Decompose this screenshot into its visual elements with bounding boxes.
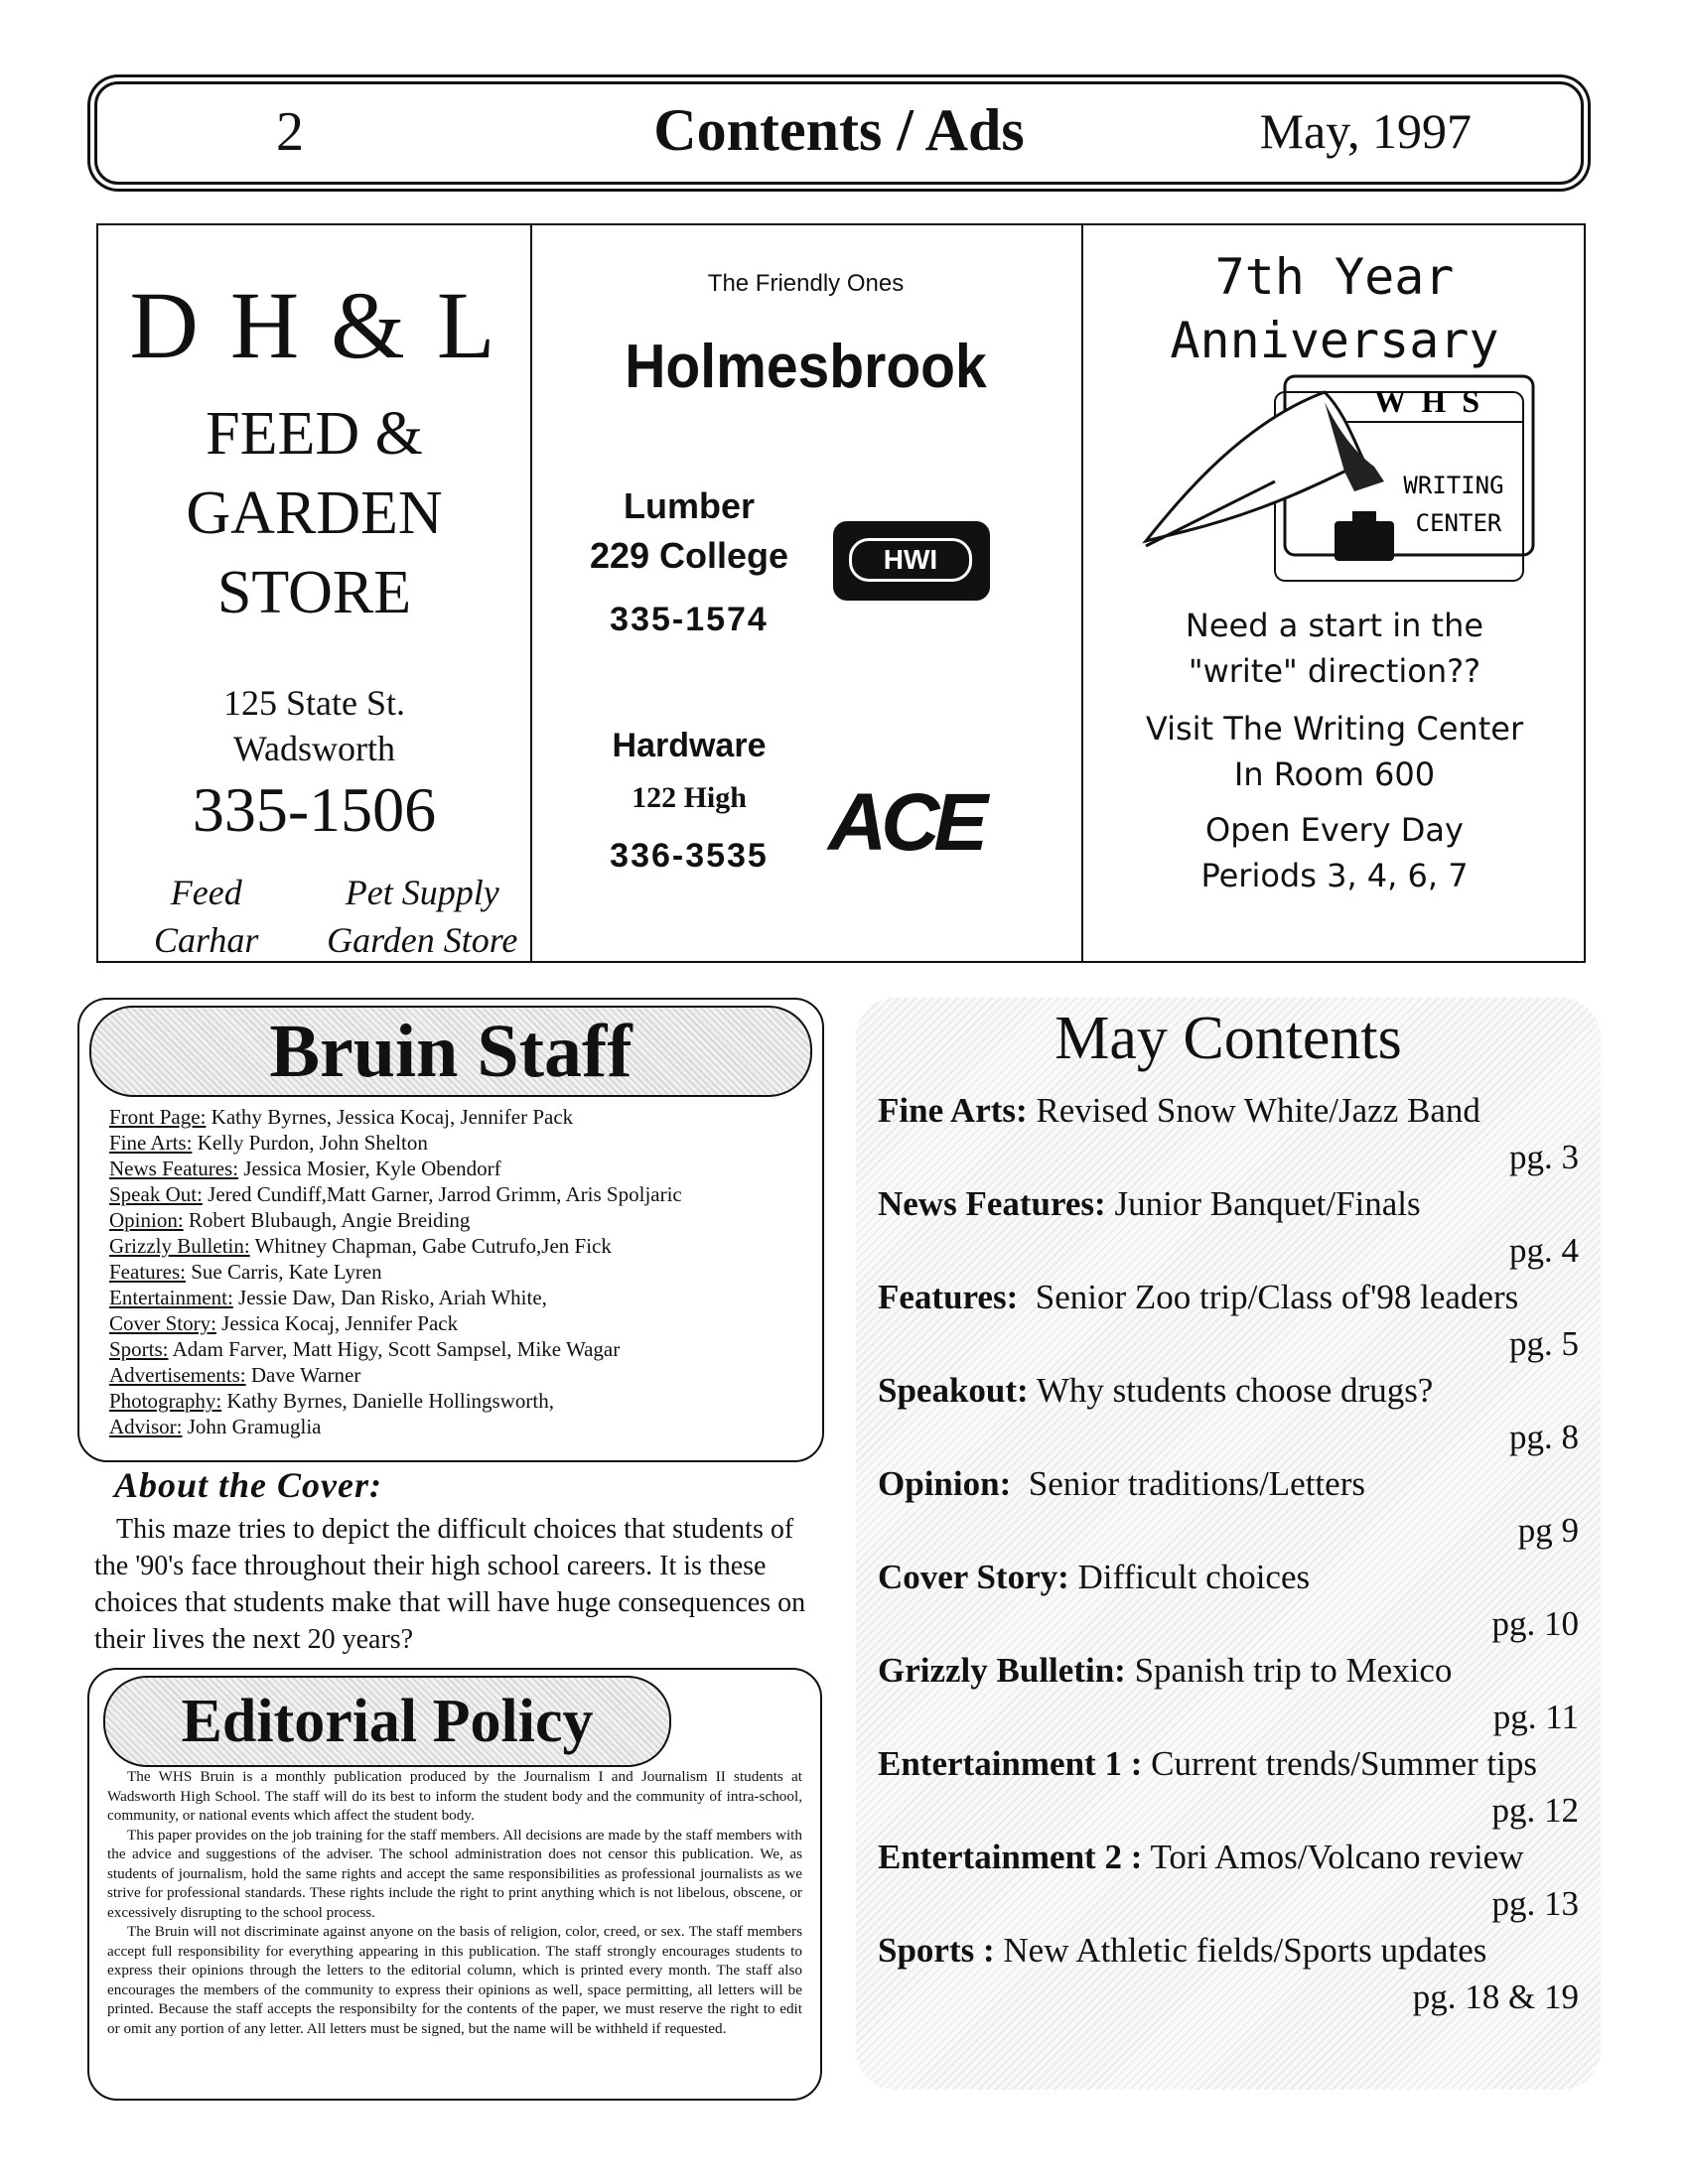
dhl-street: 125 State St. [222,683,405,723]
anniversary-headline [1081,245,1588,372]
contents-entry [878,1740,1589,1834]
visit-line: Visit The Writing Center [1145,710,1524,748]
staff-row [109,1414,682,1439]
staff-row [109,1362,682,1388]
entry-topic: Current trends/Summer tips [1142,1744,1537,1783]
staff-box [77,998,824,1462]
dhl-city: Wadsworth [232,729,396,768]
entry-topic: Why students choose drugs? [1028,1371,1434,1410]
staff-role: Fine Arts: [109,1131,193,1155]
staff-role: Front Page: [109,1105,207,1129]
lumber-label: Lumber [623,485,755,526]
dhl-address [98,680,530,771]
entry-topic: Junior Banquet/Finals [1105,1184,1421,1223]
holmesbrook-ad [530,225,1083,961]
hardware-phone: 336-3535 [610,837,769,875]
visit-line: In Room 600 [1233,755,1436,793]
entry-page: pg. 10 [1491,1604,1579,1643]
writing-pitch [1081,603,1588,694]
policy-banner [103,1676,671,1767]
logo-line-text: WRITING [1403,472,1504,499]
contents-title: May Contents [1055,1005,1402,1072]
staff-row [109,1233,682,1259]
policy-paragraph: The WHS Bruin is a monthly publication produced by the Journalism I and Journalism II students at Wadsworth High School. The staff will do its best to inform the student body and the community of intra-school, community, or national events which affect the student body. [107,1768,802,1824]
holmesbrook-name: Holmesbrook [625,333,987,401]
hardware-label: Hardware [612,727,767,764]
dhl-phone: 335-1506 [192,774,437,845]
staff-role: Sports: [109,1337,169,1361]
staff-names: Kelly Purdon, John Shelton [197,1131,428,1155]
lumber-address: 229 College [589,535,789,576]
staff-row [109,1130,682,1156]
policy-title: Editorial Policy [181,1688,594,1755]
policy-body [107,1767,802,2038]
anniversary-line: Anniversary [1170,312,1499,369]
staff-names: Dave Warner [250,1363,361,1387]
staff-row [109,1156,682,1181]
staff-role: Speak Out: [109,1182,203,1206]
staff-names: Robert Blubaugh, Angie Breiding [188,1208,471,1232]
staff-role: Cover Story: [109,1311,216,1335]
hwi-logo [833,521,990,601]
entry-topic: Tori Amos/Volcano review [1142,1838,1524,1876]
staff-names: Jessica Mosier, Kyle Obendorf [243,1157,501,1180]
entry-section: News Features: [878,1184,1106,1223]
staff-role: Photography: [109,1389,222,1413]
entry-page: pg. 3 [1509,1138,1579,1176]
policy-paragraph: The Bruin will not discriminate against anyone on the basis of religion, color, creed, or sex. The staff members accept full responsibility for everything appearing in this publication. The staff strongly encourages students to express their opinions through the letters to the editorial column, which is printed every month. The staff also encourages the members of the community to express their opinions as well, space permitting, all letters will be printed. Because the staff accepts the responsibilty for the contents of the paper, we must reserve the right to edit or omit any portion of any letter. All letters must be signed, but the name will be withheld if requested. [107,1923,802,2037]
staff-title: Bruin Staff [269,1010,633,1093]
entry-page: pg. 5 [1509,1324,1579,1363]
staff-banner [89,1006,812,1097]
staff-row [109,1310,682,1336]
entry-topic: Difficult choices [1068,1558,1311,1596]
contents-entry [878,1087,1589,1180]
staff-row [109,1207,682,1233]
staff-names: Jessie Daw, Dan Risko, Ariah White, [238,1286,547,1309]
lumber-phone: 335-1574 [610,601,769,638]
issue-date: May, 1997 [1259,103,1472,159]
writing-visit [1081,706,1588,797]
dhl-kind [98,394,530,632]
hours-line: Periods 3, 4, 6, 7 [1200,857,1469,894]
writing-center-ad [1081,225,1588,961]
page-header [94,81,1584,185]
entry-topic: Senior Zoo trip/Class of'98 leaders [1018,1278,1519,1316]
staff-names: Jessica Kocaj, Jennifer Pack [221,1311,459,1335]
contents-entry [878,1554,1589,1647]
staff-list [109,1104,682,1439]
dhl-ad [98,225,532,961]
staff-names: Sue Carris, Kate Lyren [191,1260,382,1284]
staff-names: Jered Cundiff,Matt Garner, Jarrod Grimm, Aris Spoljaric [208,1182,682,1206]
entry-page: pg. 4 [1509,1231,1579,1270]
staff-role: Advisor: [109,1415,183,1438]
staff-row [109,1336,682,1362]
staff-names: Kathy Byrnes, Danielle Hollingsworth, [226,1389,554,1413]
dhl-services [98,869,530,964]
entry-page: pg 9 [1517,1511,1579,1550]
staff-row [109,1285,682,1310]
staff-role: Features: [109,1260,186,1284]
staff-role: Advertisements: [109,1363,246,1387]
contents-entry [878,1460,1589,1554]
ad-grid [96,223,1586,963]
contents-entry [878,1927,1589,2020]
entry-topic: Spanish trip to Mexico [1125,1651,1453,1690]
entry-page: pg. 13 [1491,1884,1579,1923]
policy-paragraph: This paper provides on the job training for the staff members. All decisions are made by the staff members with the advice and suggestions of the adviser. The school administration does not censor this publication. We, as students of journalism, hold the same rights and accept the same responsibilities as professional journalists as we strive for professional standards. These rights include the right to print anything which is not libelous, obscene, or excessively disrupting to the school process. [107,1826,802,1921]
staff-role: Grizzly Bulletin: [109,1234,250,1258]
staff-names: Whitney Chapman, Gabe Cutrufo,Jen Fick [254,1234,612,1258]
entry-page: pg. 11 [1492,1698,1579,1736]
contents-entry [878,1180,1589,1274]
logo-top-text: W H S [1373,383,1484,419]
writing-center-logo [1126,372,1543,591]
hardware-address: 122 High [632,781,747,814]
entry-page: pg. 8 [1509,1418,1579,1456]
entry-topic: Senior traditions/Letters [1011,1464,1365,1503]
contents-entry [878,1647,1589,1740]
hours-line: Open Every Day [1205,811,1464,849]
cover-text: This maze tries to depict the difficult choices that students of the '90's face throughout their high school careers. It is these choices that students make that will have huge consequences on their lives the next 20 years? [94,1514,806,1655]
staff-names: Adam Farver, Matt Higy, Scott Sampsel, Mike Wagar [172,1337,621,1361]
pitch-line: Need a start in the [1185,607,1484,644]
dhl-kind-line: FEED & [206,400,423,468]
staff-row [109,1181,682,1207]
staff-row [109,1259,682,1285]
entry-section: Speakout: [878,1371,1029,1410]
writing-hours [1081,807,1588,898]
service-item: Pet Supply [345,873,499,912]
entry-section: Features: [878,1278,1019,1316]
entry-topic: Revised Snow White/Jazz Band [1027,1091,1480,1130]
contents-entry [878,1274,1589,1367]
entry-section: Fine Arts: [878,1091,1028,1130]
dhl-name: D H & L [129,272,499,378]
service-item: Feed [170,873,242,912]
staff-names: John Gramuglia [187,1415,322,1438]
entry-section: Sports : [878,1931,995,1970]
contents-entry [878,1834,1589,1927]
entry-section: Opinion: [878,1464,1012,1503]
anniversary-line: 7th Year [1214,248,1455,306]
staff-row [109,1388,682,1414]
contents-entry [878,1367,1589,1460]
staff-role: News Features: [109,1157,239,1180]
entry-section: Grizzly Bulletin: [878,1651,1126,1690]
entry-section: Entertainment 1 : [878,1744,1143,1783]
entry-page: pg. 18 & 19 [1412,1978,1579,2016]
entry-section: Entertainment 2 : [878,1838,1143,1876]
staff-names: Kathy Byrnes, Jessica Kocaj, Jennifer Pack [211,1105,574,1129]
dhl-kind-line: GARDEN [186,479,443,547]
staff-role: Entertainment: [109,1286,233,1309]
ace-logo: ACE [828,777,983,868]
page-number: 2 [276,101,304,163]
service-item: Carhar [154,920,259,960]
entry-topic: New Athletic fields/Sports updates [994,1931,1487,1970]
entry-page: pg. 12 [1491,1791,1579,1830]
staff-row [109,1104,682,1130]
entry-section: Cover Story: [878,1558,1069,1596]
pitch-line: "write" direction?? [1188,652,1481,690]
editorial-policy-box [87,1668,822,2101]
service-item: Garden Store [327,920,518,960]
inkwell-icon [1335,521,1394,561]
contents-panel [856,998,1601,2090]
holmesbrook-tagline: The Friendly Ones [707,270,905,297]
staff-role: Opinion: [109,1208,184,1232]
logo-line-text: CENTER [1415,509,1502,537]
section-title: Contents / Ads [653,97,1025,163]
contents-list [878,1087,1589,2020]
dhl-kind-line: STORE [216,559,412,626]
cover-heading: About the Cover: [114,1465,383,1505]
hwi-logo-text: HWI [849,538,972,582]
